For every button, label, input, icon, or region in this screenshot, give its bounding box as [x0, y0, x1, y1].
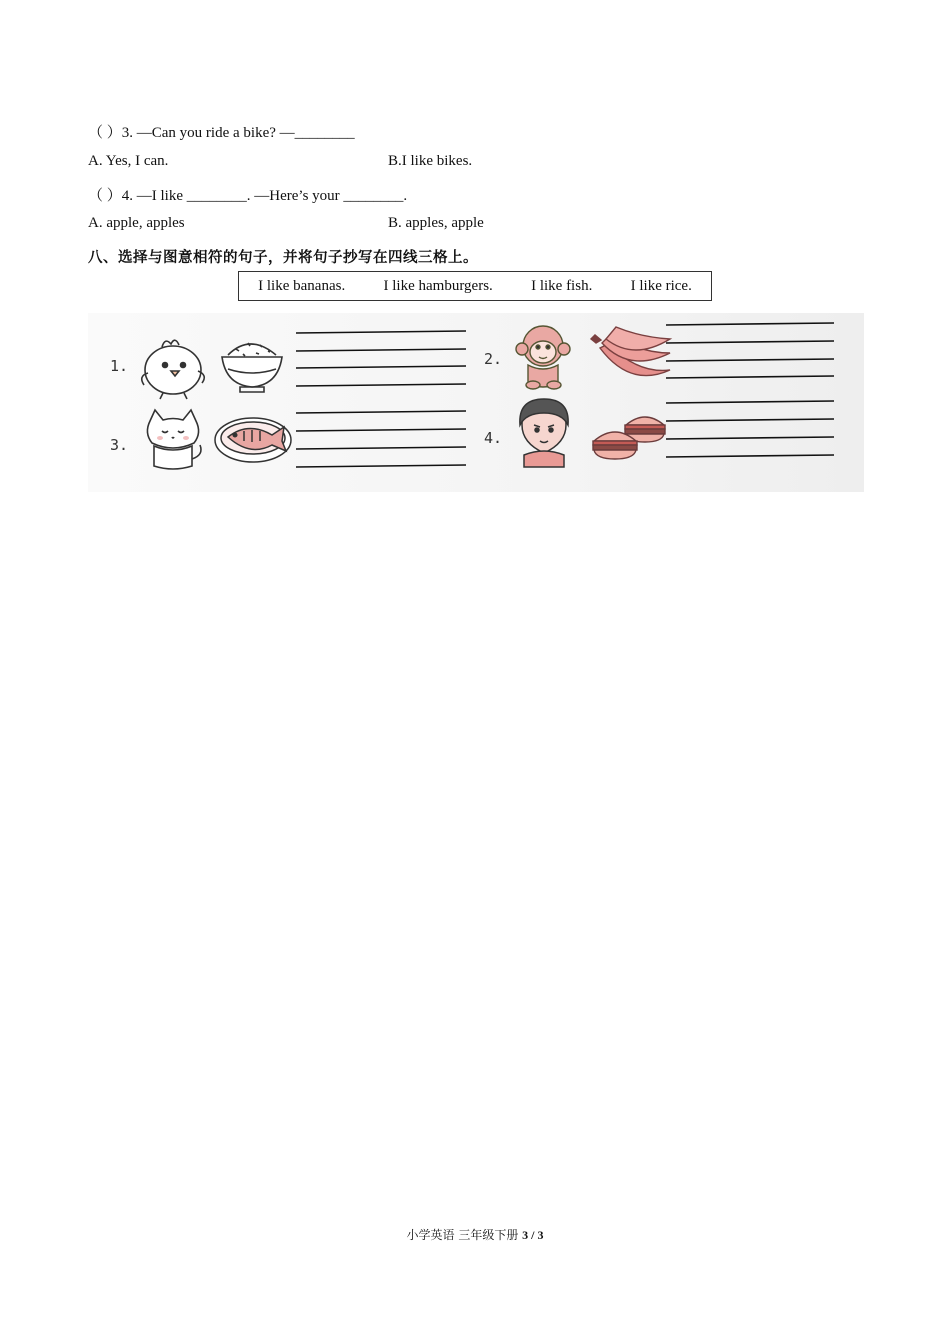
q3-option-b: B.I like bikes. — [388, 153, 473, 169]
answer-paren[interactable]: （ ） — [88, 188, 122, 204]
footer-page: 3 — [522, 1228, 529, 1242]
q4-option-b: B. apples, apple — [388, 215, 484, 231]
cat-icon — [147, 410, 201, 469]
writing-lines-1[interactable] — [296, 331, 466, 386]
picture-panel-drawing — [88, 313, 864, 492]
picture-panel — [88, 313, 864, 492]
page-footer — [0, 1226, 950, 1243]
footer-subject: 小学英语 三年级下册 — [406, 1228, 523, 1242]
footer-total: 3 — [537, 1228, 544, 1242]
question-stem: 3. —Can you ride a bike? —________ — [121, 125, 355, 141]
q4-option-a: A. apple, apples — [88, 215, 185, 231]
word-bank-item: I like bananas. — [258, 277, 346, 294]
question-4 — [88, 184, 407, 205]
item-number: 3. — [110, 436, 129, 454]
question-3 — [88, 121, 355, 142]
q3-option-a: A. Yes, I can. — [88, 153, 169, 169]
section-8-heading: 八、选择与图意相符的句子，并将句子抄写在四线三格上。 — [88, 250, 478, 266]
chick-icon — [142, 340, 205, 399]
bananas-icon — [591, 327, 670, 376]
word-bank — [238, 271, 712, 301]
writing-lines-4[interactable] — [666, 401, 834, 457]
question-stem: 4. —I like ________. —Here’s your ________. — [121, 188, 408, 204]
word-bank-item: I like rice. — [630, 277, 692, 294]
item-number: 1. — [110, 357, 129, 375]
rice-bowl-icon — [222, 343, 282, 392]
writing-lines-3[interactable] — [296, 411, 466, 467]
item-number: 4. — [484, 429, 503, 447]
writing-lines-2[interactable] — [666, 323, 834, 378]
monkey-icon — [516, 326, 570, 389]
answer-paren[interactable]: （ ） — [88, 125, 122, 141]
item-number: 2. — [484, 350, 503, 368]
footer-separator: / — [528, 1228, 538, 1242]
word-bank-item: I like hamburgers. — [383, 277, 493, 294]
word-bank-item: I like fish. — [531, 277, 593, 294]
fish-plate-icon — [215, 418, 291, 462]
boy-icon — [520, 399, 568, 467]
hamburgers-icon — [593, 417, 665, 459]
